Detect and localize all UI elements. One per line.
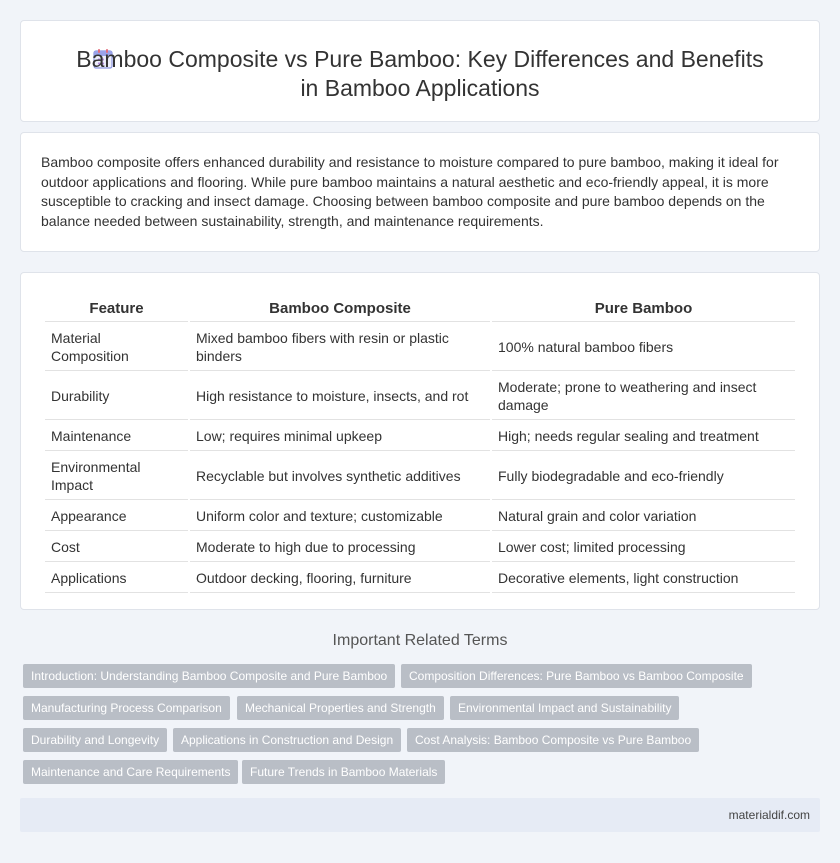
table-cell: Outdoor decking, flooring, furniture xyxy=(190,564,490,593)
table-cell: Recyclable but involves synthetic additives xyxy=(190,453,490,500)
table-cell: 100% natural bamboo fibers xyxy=(492,324,795,371)
table-row xyxy=(45,373,795,420)
table-cell: Moderate to high due to processing xyxy=(190,533,490,562)
table-cell: Low; requires minimal upkeep xyxy=(190,422,490,451)
term-tag[interactable]: Manufacturing Process Comparison xyxy=(23,696,230,720)
table-cell: Decorative elements, light construction xyxy=(492,564,795,593)
comparison-table-card xyxy=(20,272,820,610)
table-row xyxy=(45,564,795,593)
term-tag[interactable]: Durability and Longevity xyxy=(23,728,167,752)
term-tag[interactable]: Introduction: Understanding Bamboo Composite and Pure Bamboo xyxy=(23,664,395,688)
table-cell: Mixed bamboo fibers with resin or plastic binders xyxy=(190,324,490,371)
table-cell: Durability xyxy=(45,373,188,420)
table-cell: Environmental Impact xyxy=(45,453,188,500)
term-tag[interactable]: Mechanical Properties and Strength xyxy=(237,696,444,720)
table-cell: Cost xyxy=(45,533,188,562)
table-row xyxy=(45,324,795,371)
page-title: Bamboo Composite vs Pure Bamboo: Key Differences and Benefits in Bamboo Applications xyxy=(76,46,764,101)
table-row xyxy=(45,502,795,531)
comparison-table xyxy=(43,293,797,595)
table-cell: Lower cost; limited processing xyxy=(492,533,795,562)
term-tag[interactable]: Cost Analysis: Bamboo Composite vs Pure Bamboo xyxy=(407,728,699,752)
intro-card xyxy=(20,132,820,252)
intro-paragraph: Bamboo composite offers enhanced durability and resistance to moisture compared to pure bamboo, making it ideal for outdoor applications and flooring. While pure bamboo maintains a natural aesthetic and eco-friendly appeal, it is more susceptible to cracking and insect damage. Choosing between bamboo composite and pure bamboo depends on the balance needed between sustainability, strength, and maintenance requirements. xyxy=(41,154,779,229)
footer xyxy=(20,798,820,832)
table-cell: Material Composition xyxy=(45,324,188,371)
term-tag[interactable]: Environmental Impact and Sustainability xyxy=(450,696,679,720)
table-cell: High resistance to moisture, insects, and rot xyxy=(190,373,490,420)
table-cell: Fully biodegradable and eco-friendly xyxy=(492,453,795,500)
table-row xyxy=(45,533,795,562)
table-cell: Natural grain and color variation xyxy=(492,502,795,531)
header-bamboo-composite: Bamboo Composite xyxy=(190,295,490,322)
table-row xyxy=(45,453,795,500)
table-cell: Moderate; prone to weathering and insect damage xyxy=(492,373,795,420)
table-row xyxy=(45,422,795,451)
table-cell: High; needs regular sealing and treatment xyxy=(492,422,795,451)
header-card xyxy=(20,20,820,122)
table-cell: Uniform color and texture; customizable xyxy=(190,502,490,531)
table-header-row xyxy=(45,295,795,322)
term-tag[interactable]: Composition Differences: Pure Bamboo vs Bamboo Composite xyxy=(401,664,752,688)
header-pure-bamboo: Pure Bamboo xyxy=(492,295,795,322)
term-tag[interactable]: Applications in Construction and Design xyxy=(173,728,401,752)
table-cell: Maintenance xyxy=(45,422,188,451)
term-tag[interactable]: Future Trends in Bamboo Materials xyxy=(242,760,445,784)
term-tag[interactable]: Maintenance and Care Requirements xyxy=(23,760,238,784)
table-cell: Appearance xyxy=(45,502,188,531)
related-terms-heading: Important Related Terms xyxy=(332,632,508,649)
footer-site-link[interactable]: materialdif.com xyxy=(728,808,810,822)
table-cell: Applications xyxy=(45,564,188,593)
header-feature: Feature xyxy=(45,295,188,322)
